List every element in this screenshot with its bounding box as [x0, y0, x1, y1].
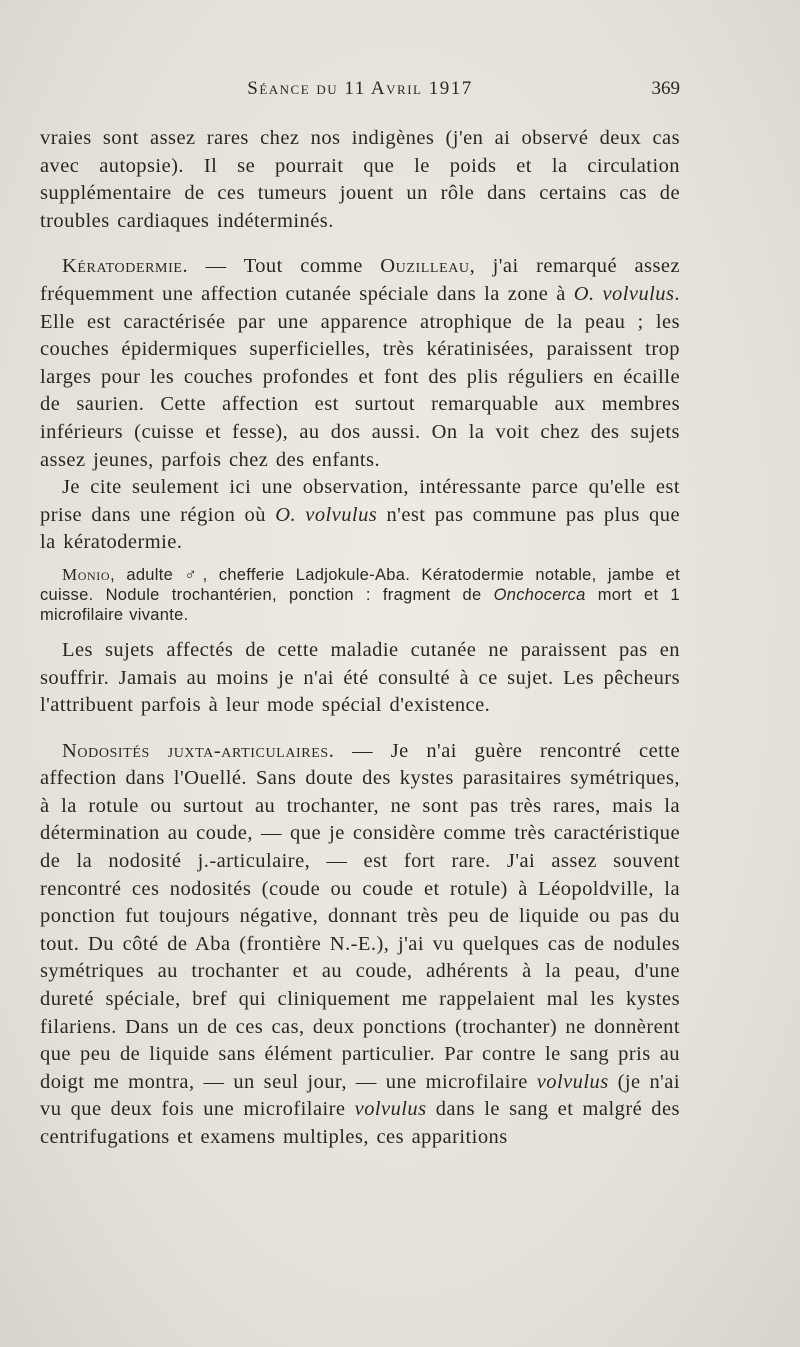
paragraph-nodosites	[40, 738, 680, 1152]
page-header	[40, 78, 680, 108]
text-segment: (je n'ai vu que deux fois une microfilaire	[40, 1070, 680, 1121]
text-segment: mort et 1 microfilaire vivante.	[40, 585, 680, 624]
text-segment: — Tout comme	[188, 255, 381, 278]
species-name: O. volvulus	[573, 282, 675, 305]
paragraph-keratodermie	[40, 253, 680, 474]
section-heading-keratodermie: Kératodermie.	[62, 255, 189, 278]
genus-name: Onchocerca	[493, 585, 586, 604]
text-segment: . Elle est caractérisée par une apparence atrophique de la peau ; les couches épidermiques superficielles, très kératinisées, paraissent trop larges pour les couches profondes et font des plis réguliers en écaille de saurien. Cette affection est surtout remarquable aux membres inférieurs (cuisse et fesse), au dos aussi. On la voit chez des sujets assez jeunes, parfois chez des enfants.	[40, 282, 680, 471]
paragraph-1	[40, 125, 680, 235]
paragraph-4-text: Les sujets affectés de cette maladie cutanée ne paraissent pas en souffrir. Jamais au moins je n'ai été consulté à ce sujet. Les pêcheurs l'attribuent parfois à leur mode spécial d'existence.	[40, 638, 680, 717]
species-name: O. volvulus	[275, 503, 378, 526]
paragraph-4	[40, 637, 680, 720]
case-note	[40, 565, 680, 625]
text-segment: , adulte ♂, chefferie Ladjokule-Aba. Kératodermie notable, jambe et cuisse. Nodule trochantérien, ponction : fragment de	[40, 565, 680, 604]
text-segment: — Je n'ai guère rencontré cette affection dans l'Ouellé. Sans doute des kystes parasitaires symétriques, à la rotule ou surtout au trochanter, ne sont pas très rares, mais la détermination au coude, — que je considère comme très caractéristique de la nodosité j.-articulaire, — est fort rare. J'ai assez souvent rencontré ces nodosités (coude ou coude et rotule) à Léopoldville, la ponction fut toujours négative, donnant très peu de liquide ou pas du tout. Du côté de Aba (frontière N.-E.), j'ai vu quelques cas de nodules symétriques au trochanter et au coude, adhérents à la peau, d'une dureté spéciale, bref qui cliniquement me rappelaient mal les kystes filariens. Dans un de ces cas, deux ponctions (trochanter) ne donnèrent que peu de liquide sans élément particulier. Par contre le sang pris au doigt me montra, — un seul jour, — une microfilaire	[40, 739, 680, 1093]
text-segment: dans le sang et malgré des centrifugations et examens multiples, ces apparitions	[40, 1098, 680, 1148]
page-number: 369	[651, 78, 680, 99]
species-name: volvulus	[536, 1070, 609, 1093]
text-segment: Je cite seulement ici une observation, intéressante parce qu'elle est prise dans une région où	[40, 476, 680, 526]
species-name: volvulus	[354, 1098, 427, 1121]
running-head: Séance du 11 Avril 1917	[247, 78, 473, 99]
paragraph-3	[40, 474, 680, 557]
patient-name: Monio	[62, 564, 111, 584]
text-segment: , j'ai remarqué assez fréquemment une affection cutanée spéciale dans la zone à	[40, 255, 680, 305]
text-segment: n'est pas commune pas plus que la kératodermie.	[40, 503, 681, 554]
section-heading-nodosites: Nodosités juxta-articulaires.	[62, 739, 335, 762]
author-name: Ouzilleau	[380, 255, 470, 278]
paragraph-1-text: vraies sont assez rares chez nos indigènes (j'en ai observé deux cas avec autopsie). Il se pourrait que le poids et la circulation supplémentaire de ces tumeurs jouent un rôle dans certains cas de troubles cardiaques indéterminés.	[40, 127, 680, 232]
body-text	[40, 125, 680, 1152]
